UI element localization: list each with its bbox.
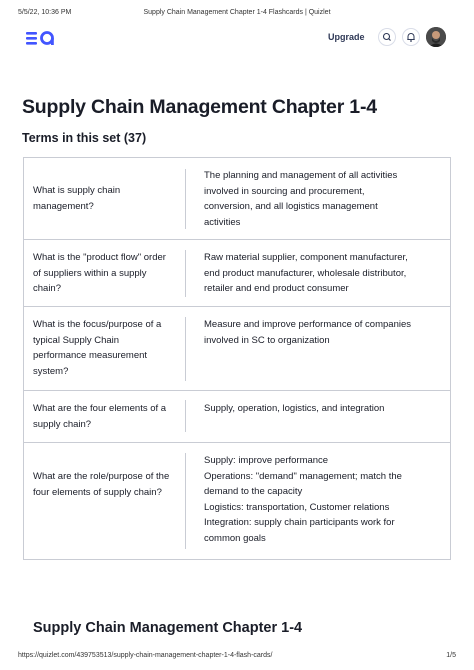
card-row [24,443,450,559]
print-header [0,9,474,21]
upgrade-button[interactable]: Upgrade [328,32,365,42]
card-definition [204,401,444,417]
search-icon [379,29,395,45]
top-navigation [0,22,474,54]
definition-line: Supply: improve performance [204,455,329,466]
page-title: Supply Chain Management Chapter 1-4 [22,96,377,118]
definition-line: Measure and improve performance of companies [204,319,411,330]
definition-line: involved in SC to organization [204,334,330,346]
print-footer [0,652,474,664]
print-url: https://quizlet.com/439753513/supply-chain-management-chapter-1-4-flash-cards/ [18,652,273,659]
definition-line: Raw material supplier, component manufacturer, [204,252,408,263]
card-row [24,307,450,391]
card-divider [185,453,186,549]
definition-line: Supply, operation, logistics, and integration [204,403,385,414]
definition-line: The planning and management of all activities [204,170,398,181]
print-doc-title: Supply Chain Management Chapter 1-4 Flashcards | Quizlet [143,9,331,16]
definition-line: activities [204,216,241,228]
search-button[interactable] [378,28,396,46]
terms-count: Terms in this set (37) [22,131,147,145]
definition-line: Logistics: transportation, Customer relations [204,501,390,513]
card-definition [204,250,444,297]
definition-line: end product manufacturer, wholesale distributor, [204,267,407,279]
card-term: What is the "product flow" order of suppliers within a supply chain? [33,252,166,294]
card-divider [185,250,186,297]
card-term: What is the focus/purpose of a typical Supply Chain performance measurement system? [33,319,162,377]
avatar-image [426,27,446,47]
print-page-number: 1/5 [446,652,456,659]
card-term: What are the role/purpose of the four elements of supply chain? [33,471,170,498]
quizlet-logo[interactable] [24,28,58,48]
avatar[interactable] [426,27,446,47]
card-row [24,158,450,240]
flashcard-table [23,157,451,560]
card-definition [204,317,444,348]
definition-line: common goals [204,532,266,544]
definition-line: Integration: supply chain participants work for [204,517,395,528]
bell-icon [403,29,419,45]
section-title: Supply Chain Management Chapter 1-4 [33,620,303,636]
card-divider [185,169,186,229]
print-datetime: 5/5/22, 10:36 PM [18,9,72,16]
definition-line: involved in sourcing and procurement, [204,185,365,197]
card-definition [204,453,444,546]
definition-line: demand to the capacity [204,486,303,497]
card-row [24,240,450,307]
card-term: What are the four elements of a supply chain? [33,403,167,430]
card-row [24,391,450,443]
notifications-button[interactable] [402,28,420,46]
card-divider [185,317,186,381]
definition-line: conversion, and all logistics management [204,201,378,212]
card-definition [204,168,444,230]
definition-line: Operations: "demand" management; match the [204,470,402,482]
card-term: What is supply chain management? [33,185,121,212]
card-divider [185,400,186,432]
definition-line: retailer and end product consumer [204,283,349,294]
